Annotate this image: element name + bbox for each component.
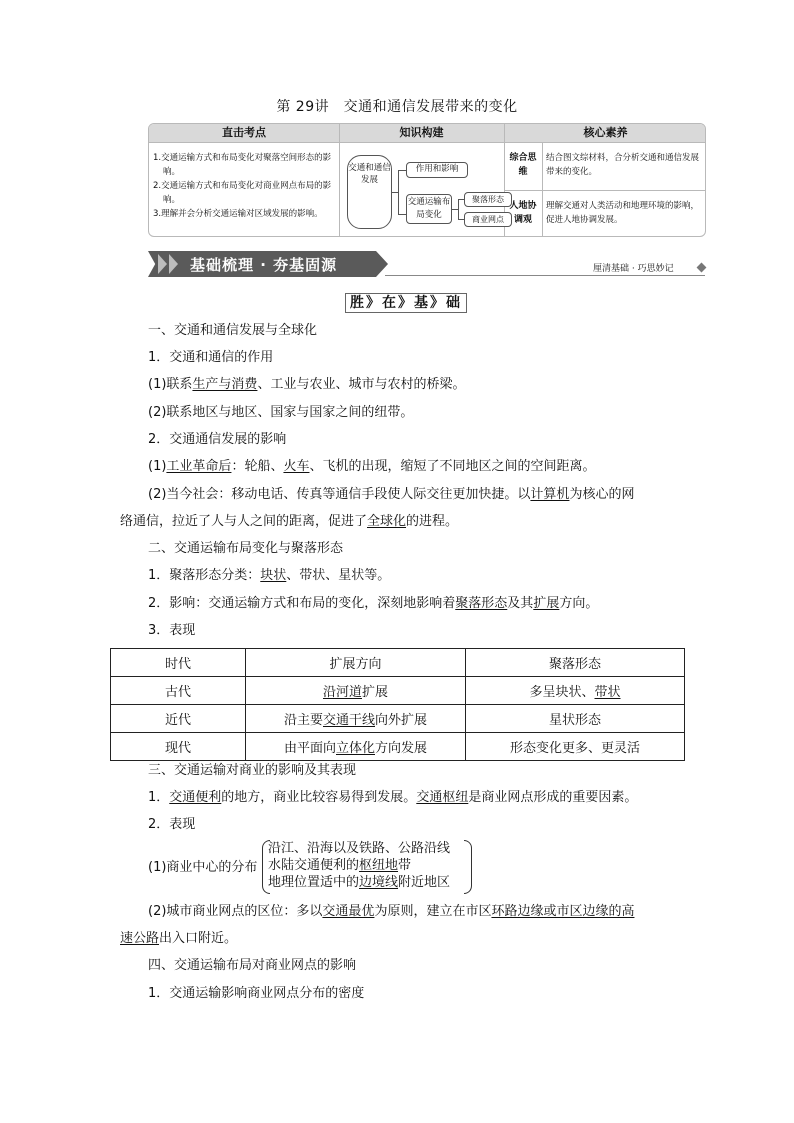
goal-item: 2.交通运输方式和布局变化对商业网点布局的影响。 <box>153 181 332 205</box>
right-brace <box>464 840 472 894</box>
paragraph: 络通信，拉近了人与人之间的距离，促进了全球化的进程。 <box>120 514 459 529</box>
table-cell: 多呈块状、带状 <box>466 677 685 705</box>
section-heading: 二、交通运输布局变化与聚落形态 <box>148 541 344 556</box>
table-cell: 沿河道扩展 <box>246 677 466 705</box>
section-heading: 一、交通和通信发展与全球化 <box>148 323 318 338</box>
paragraph: (1)联系生产与消费、工业与农业、城市与农村的桥梁。 <box>148 377 466 392</box>
diagram-branch-effect: 作用和影响 <box>406 162 468 178</box>
literacy-name: 人地协调观 <box>509 201 537 225</box>
literacy-desc: 结合图文综材料，合分析交通和通信发展带来的变化。 <box>546 153 700 177</box>
divider <box>504 190 706 191</box>
diagram-branch-layout: 交通运输布局变化 <box>406 194 452 224</box>
paragraph: (2)城市商业网点的区位：多以交通最优为原则，建立在市区环路边缘或市区边缘的高 <box>148 904 635 919</box>
paragraph: 3．表现 <box>148 623 196 638</box>
divider <box>339 124 340 237</box>
subheading: 1．交通和通信的作用 <box>148 350 274 365</box>
literacy-desc: 理解交通对人类活动和地理环境的影响，促进人地协调发展。 <box>546 201 700 225</box>
brace-item: 水陆交通便利的枢纽地带 <box>268 858 412 873</box>
brace-item: 沿江、沿海以及铁路、公路沿线 <box>268 841 451 856</box>
table-cell: 近代 <box>111 705 246 733</box>
banner-subtitle: 厘清基础 · 巧思妙记 <box>593 264 674 274</box>
connector <box>398 214 406 215</box>
connector <box>458 199 459 220</box>
paragraph: 1．交通便利的地方，商业比较容易得到发展。交通枢纽是商业网点形成的重要因素。 <box>148 790 638 805</box>
banner-title: 基础梳理 · 夯基固源 <box>190 256 338 274</box>
table-header: 时代 <box>111 649 246 677</box>
diamond-icon <box>697 263 707 273</box>
goal-item: 1.交通运输方式和布局变化对聚落空间形态的影响。 <box>153 153 332 177</box>
goal-item: 3.理解并会分析交通运输对区域发展的影响。 <box>153 209 323 219</box>
banner-rule <box>385 275 705 276</box>
table-cell: 星状形态 <box>466 705 685 733</box>
divider <box>149 142 706 143</box>
table-cell: 现代 <box>111 733 246 761</box>
brace-item: 地理位置适中的边境线附近地区 <box>268 875 451 890</box>
table-cell: 形态变化更多、更灵活 <box>466 733 685 761</box>
paragraph: (1)商业中心的分布 <box>148 860 258 875</box>
diagram-leaf-settlement: 聚落形态 <box>464 192 512 207</box>
paragraph: 2．影响：交通运输方式和布局的变化，深刻地影响着聚落形态及其扩展方向。 <box>148 596 599 611</box>
paragraph: (1)工业革命后：轮船、火车、飞机的出现，缩短了不同地区之间的空间距离。 <box>148 459 596 474</box>
paragraph: 2．表现 <box>148 817 196 832</box>
table-row <box>111 677 685 705</box>
paragraph: 速公路出入口附近。 <box>120 931 238 946</box>
literacy-name: 综合思维 <box>509 153 537 177</box>
paragraph: 1．交通运输影响商业网点分布的密度 <box>148 986 365 1001</box>
diagram-root: 交通和通信发展 <box>347 155 392 229</box>
table-row <box>111 705 685 733</box>
table-cell: 古代 <box>111 677 246 705</box>
section-heading: 三、交通运输对商业的影响及其表现 <box>148 763 357 778</box>
page-title: 第 29讲 交通和通信发展带来的变化 <box>276 99 518 115</box>
table-header: 聚落形态 <box>466 649 685 677</box>
header-knowledge: 知识构建 <box>339 124 504 142</box>
summary-table <box>148 123 706 237</box>
connector <box>398 170 399 215</box>
paragraph: (2)当今社会：移动电话、传真等通信手段使人际交往更加快捷。以计算机为核心的网 <box>148 487 635 502</box>
goals-list <box>153 151 339 221</box>
table-cell: 由平面向立体化方向发展 <box>246 733 466 761</box>
paragraph: 1．聚落形态分类：块状、带状、星状等。 <box>148 568 391 583</box>
chevron-icon <box>169 254 178 274</box>
table-cell: 沿主要交通干线向外扩展 <box>246 705 466 733</box>
header-literacy: 核心素养 <box>504 124 706 142</box>
paragraph: (2)联系地区与地区、国家与国家之间的纽带。 <box>148 405 414 420</box>
header-goals: 直击考点 <box>149 124 339 142</box>
section-badge: 胜》在》基》础 <box>345 293 467 313</box>
diagram-leaf-commerce: 商业网点 <box>464 212 512 227</box>
table-header-row <box>111 649 685 677</box>
table-header: 扩展方向 <box>246 649 466 677</box>
chevron-icon <box>158 254 167 274</box>
subheading: 2．交通通信发展的影响 <box>148 432 287 447</box>
table-row <box>111 733 685 761</box>
settlement-table <box>110 648 685 761</box>
section-heading: 四、交通运输布局对商业网点的影响 <box>148 958 357 973</box>
connector <box>398 170 406 171</box>
